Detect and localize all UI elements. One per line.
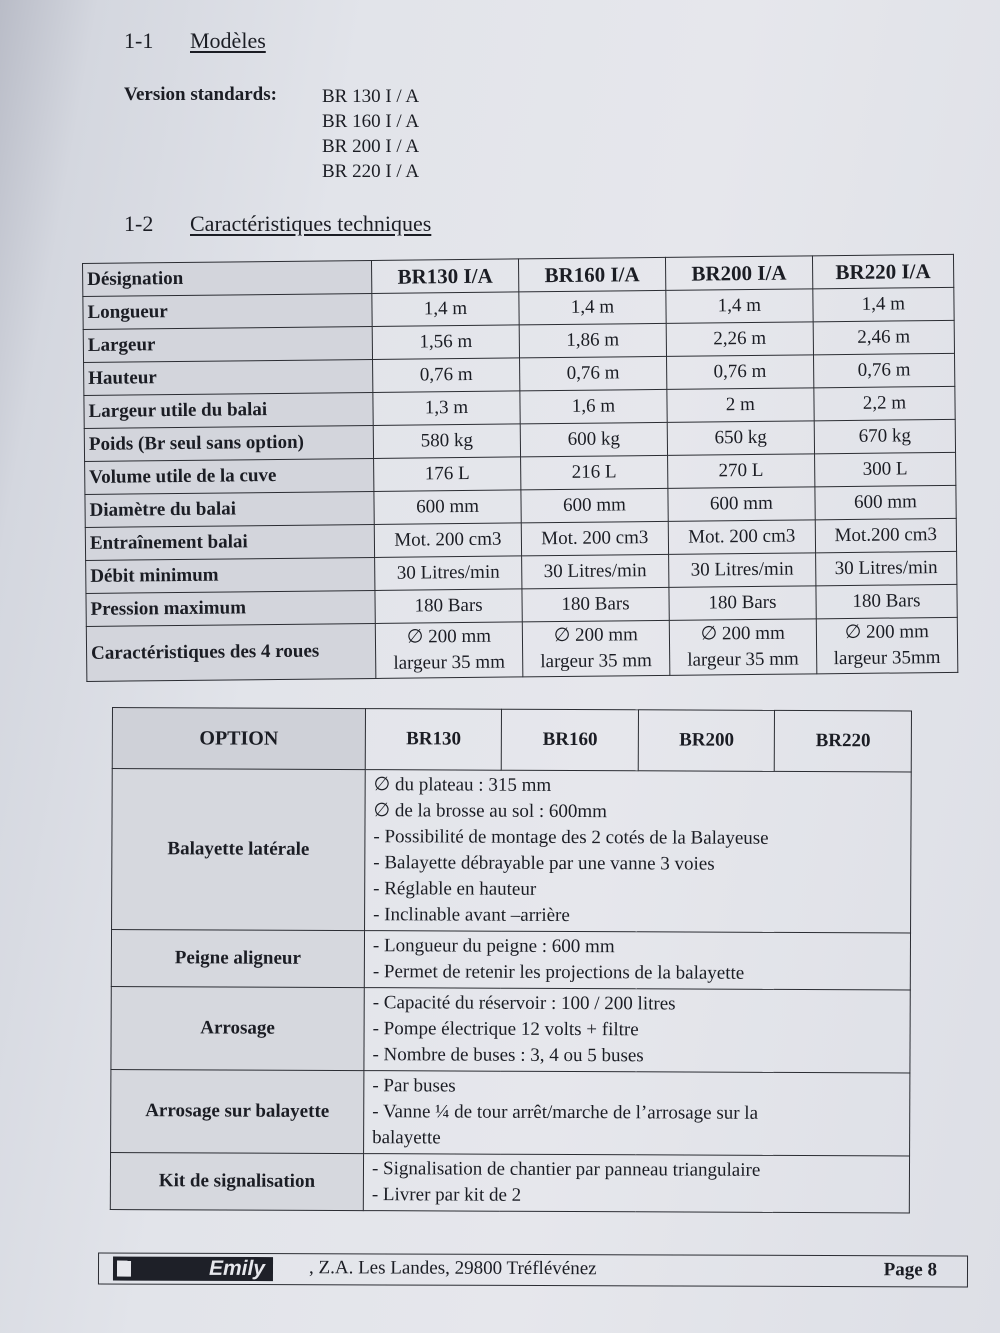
spec-table-body: [83, 287, 958, 681]
spec-label: Caractéristiques des 4 roues: [86, 623, 376, 681]
spec-value: 30 Litres/min: [522, 554, 669, 589]
wheel-width: largeur 35 mm: [540, 650, 652, 673]
spec-value: 30 Litres/min: [815, 551, 957, 585]
spec-value: 1,4 m: [813, 287, 955, 321]
spec-value: 216 L: [520, 455, 667, 490]
spec-value: 1,56 m: [372, 325, 519, 360]
wheel-diameter: ∅ 200 mm: [406, 625, 492, 648]
option-row: [111, 930, 910, 990]
spec-table: [82, 254, 958, 682]
option-header-row: [112, 708, 911, 772]
spec-value: 600 mm: [815, 485, 957, 519]
header-model: BR200: [638, 710, 775, 772]
option-description-line: - Livrer par kit de 2: [371, 1184, 522, 1206]
spec-label: Volume utile de la cuve: [85, 458, 374, 494]
spec-value: 650 kg: [667, 421, 814, 456]
spec-value: 1,3 m: [373, 391, 520, 426]
spec-label: Longueur: [83, 293, 372, 329]
header-model: BR200 I/A: [665, 256, 812, 291]
option-row: [111, 986, 910, 1072]
spec-value: 30 Litres/min: [668, 553, 815, 588]
wheel-width: largeur 35mm: [833, 647, 941, 670]
header-model: BR220 I/A: [812, 254, 954, 288]
spec-row-wheels: [86, 617, 958, 681]
option-name: Balayette latérale: [112, 769, 366, 931]
section-number: 1-1: [124, 28, 154, 53]
option-description-line: - Pompe électrique 12 volts + filtre: [372, 1018, 639, 1041]
spec-value: 600 mm: [668, 487, 815, 522]
spec-value: 176 L: [374, 457, 521, 492]
option-name: Arrosage: [111, 986, 364, 1070]
option-description: [363, 1154, 909, 1213]
spec-value: 1,4 m: [666, 289, 813, 324]
spec-value: 300 L: [814, 452, 956, 486]
header-model: BR160: [502, 709, 639, 771]
model-item: BR 130 I / A: [322, 86, 420, 107]
company-logo: [113, 1257, 273, 1282]
spec-value: 1,4 m: [519, 290, 666, 325]
option-description-line: ∅ de la brosse au sol : 600mm: [373, 800, 608, 823]
option-description-line: - Par buses: [372, 1075, 456, 1097]
spec-value: 2 m: [667, 388, 814, 423]
option-table: [110, 707, 912, 1213]
option-description-line: - Capacité du réservoir : 100 / 200 litres: [372, 992, 676, 1015]
spec-label: Hauteur: [84, 359, 373, 395]
section-heading-specs: [124, 211, 431, 237]
spec-value-wheels: [522, 620, 670, 677]
spec-value: 1,86 m: [519, 323, 666, 358]
section-title: Modèles: [190, 28, 266, 53]
spec-label: Largeur utile du balai: [84, 392, 373, 428]
spec-value: 0,76 m: [373, 358, 520, 393]
spec-value: 180 Bars: [522, 587, 669, 622]
header-model: BR160 I/A: [518, 257, 665, 292]
option-row: [112, 769, 912, 933]
spec-value: Mot. 200 cm3: [521, 521, 668, 556]
header-designation: Désignation: [83, 260, 372, 296]
option-description-line: - Nombre de buses : 3, 4 ou 5 buses: [372, 1044, 644, 1067]
spec-value: 0,76 m: [813, 353, 955, 387]
page-number: Page 8: [883, 1259, 938, 1281]
spec-value: 30 Litres/min: [375, 556, 522, 591]
wheel-width: largeur 35 mm: [393, 651, 506, 674]
header-model: BR220: [775, 710, 912, 772]
logo-mark-icon: [117, 1261, 131, 1277]
option-description-line: - Vanne ¼ de tour arrêt/marche de l’arrosage sur la: [372, 1101, 759, 1124]
spec-value: 270 L: [667, 454, 814, 489]
spec-value: 580 kg: [373, 424, 520, 459]
spec-value: 670 kg: [814, 419, 956, 453]
model-item: BR 160 I / A: [322, 111, 420, 132]
option-name: Peigne aligneur: [111, 930, 364, 988]
wheel-diameter: ∅ 200 mm: [553, 624, 638, 647]
option-name: Arrosage sur balayette: [111, 1069, 364, 1153]
logo-text: Emily: [208, 1256, 266, 1281]
option-description-line: - Longueur du peigne : 600 mm: [372, 935, 615, 958]
section-number: 1-2: [124, 211, 154, 236]
page-footer: [98, 1252, 968, 1287]
option-description-line: - Signalisation de chantier par panneau triangulaire: [371, 1158, 761, 1181]
spec-value: 180 Bars: [816, 584, 958, 618]
header-model: BR130: [365, 709, 502, 771]
spec-value: 1,4 m: [372, 292, 519, 327]
wheel-diameter: ∅ 200 mm: [844, 621, 929, 644]
option-description: [364, 988, 910, 1073]
option-description-line: ∅ du plateau : 315 mm: [373, 774, 552, 796]
spec-label: Entraînement balai: [85, 524, 374, 560]
spec-label: Débit minimum: [86, 557, 375, 593]
model-item: BR 200 I / A: [322, 136, 420, 157]
spec-label: Poids (Br seul sans option): [84, 425, 373, 461]
spec-value: 600 mm: [374, 490, 521, 525]
spec-value: 180 Bars: [669, 586, 816, 621]
spec-value: 2,26 m: [666, 322, 813, 357]
spec-value: Mot. 200 cm3: [374, 523, 521, 558]
option-description-line: balayette: [372, 1127, 441, 1149]
spec-value-wheels: [816, 617, 958, 673]
spec-value: Mot. 200 cm3: [668, 520, 815, 555]
header-option: OPTION: [112, 708, 365, 770]
option-description-line: - Réglable en hauteur: [373, 878, 537, 900]
spec-value: 0,76 m: [666, 355, 813, 390]
option-table-body: [110, 769, 911, 1213]
option-description-line: - Balayette débrayable par une vanne 3 voies: [373, 852, 715, 875]
spec-value: 1,6 m: [520, 389, 667, 424]
option-description: [364, 1071, 910, 1156]
section-heading-models: [124, 28, 266, 54]
section-title: Caractéristiques techniques: [190, 211, 432, 236]
spec-value: 2,2 m: [814, 386, 956, 420]
company-address: , Z.A. Les Landes, 29800 Tréflévénez: [308, 1257, 597, 1280]
option-description-line: - Permet de retenir les projections de la balayette: [372, 961, 745, 984]
option-description-line: - Possibilité de montage des 2 cotés de la Balayeuse: [373, 826, 769, 849]
spec-label: Pression maximum: [86, 590, 375, 626]
spec-value: 600 mm: [521, 488, 668, 523]
option-name: Kit de signalisation: [110, 1152, 363, 1210]
header-model: BR130 I/A: [371, 259, 518, 294]
option-description: [364, 931, 910, 990]
wheel-diameter: ∅ 200 mm: [700, 622, 785, 645]
spec-value: 180 Bars: [375, 589, 522, 624]
spec-value: 0,76 m: [519, 356, 666, 391]
option-row: [111, 1069, 910, 1155]
versions-label: Version standards:: [124, 84, 277, 105]
spec-value: Mot.200 cm3: [815, 518, 957, 552]
option-description-line: - Inclinable avant –arrière: [373, 904, 570, 926]
spec-label: Largeur: [83, 326, 372, 362]
spec-label: Diamètre du balai: [85, 491, 374, 527]
wheel-width: largeur 35 mm: [687, 648, 799, 671]
option-row: [110, 1152, 909, 1212]
option-description: [365, 770, 912, 933]
spec-value: 600 kg: [520, 422, 667, 457]
model-item: BR 220 I / A: [322, 161, 420, 182]
spec-value-wheels: [375, 622, 523, 679]
spec-value-wheels: [669, 619, 817, 676]
spec-value: 2,46 m: [813, 320, 955, 354]
